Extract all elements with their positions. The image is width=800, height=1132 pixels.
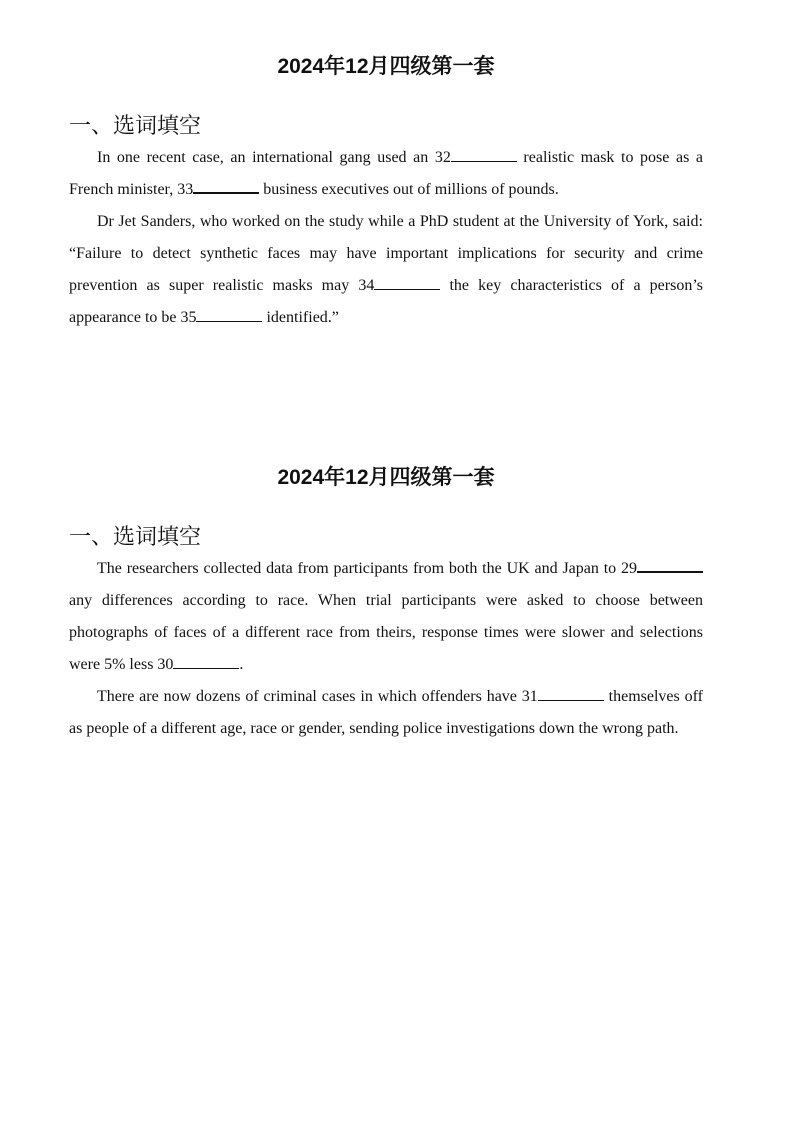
exercise-block-2 [69, 463, 703, 745]
blank-33[interactable] [193, 178, 259, 194]
paragraph: The researchers collected data from participants from both the UK and Japan to 29 any differences according to race. When trial participants were asked to choose between photographs of faces of a different race from theirs, response times were slower and selections were 5% less 30 . [69, 553, 703, 681]
blank-34[interactable] [374, 275, 440, 290]
page-title: 2024年12月四级第一套 [277, 55, 495, 78]
section-heading: 一、选词填空 [69, 525, 202, 550]
blank-32[interactable] [451, 147, 517, 162]
blank-35[interactable] [196, 307, 262, 322]
blank-31[interactable] [538, 686, 604, 701]
paragraph: In one recent case, an international gang used an 32 realistic mask to pose as a French minister, 33 business executives out of millions of pounds. [69, 149, 703, 198]
page-title: 2024年12月四级第一套 [277, 466, 495, 489]
exercise-block-1 [69, 52, 703, 334]
blank-30[interactable] [173, 654, 239, 669]
blank-29[interactable] [637, 557, 703, 573]
paragraph: Dr Jet Sanders, who worked on the study while a PhD student at the University of York, said: “Failure to detect synthetic faces may have important implications for security and crime prevention as super realistic masks may 34 the key characteristics of a person’s appearance to be 35 identified.” [69, 213, 703, 326]
paragraph: There are now dozens of criminal cases in which offenders have 31 themselves off as people of a different age, race or gender, sending police investigations down the wrong path. [69, 688, 704, 737]
section-heading: 一、选词填空 [69, 114, 202, 139]
